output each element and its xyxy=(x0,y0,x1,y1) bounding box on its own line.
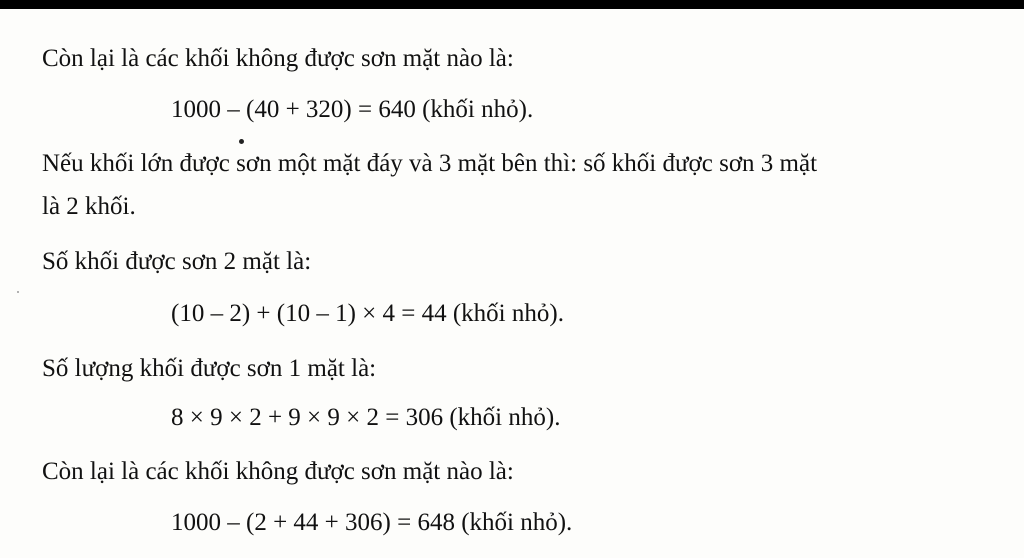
text-line-remaining-heading-1: Còn lại là các khối không được sơn mặt nào là: xyxy=(42,45,514,72)
ink-dot xyxy=(239,139,244,144)
text-line-painted-2-faces-heading: Số khối được sơn 2 mặt là: xyxy=(42,248,312,275)
document-page xyxy=(0,9,1024,558)
equation-1: 1000 – (40 + 320) = 640 (khối nhỏ). xyxy=(171,96,534,123)
ink-speck xyxy=(17,291,19,293)
text-line-painted-condition: Nếu khối lớn được sơn một mặt đáy và 3 mặt bên thì: số khối được sơn 3 mặt xyxy=(42,150,818,177)
text-line-painted-3-faces: là 2 khối. xyxy=(42,193,136,220)
text-line-remaining-heading-2: Còn lại là các khối không được sơn mặt nào là: xyxy=(42,458,514,485)
equation-3: 8 × 9 × 2 + 9 × 9 × 2 = 306 (khối nhỏ). xyxy=(171,404,561,431)
text-line-painted-1-face-heading: Số lượng khối được sơn 1 mặt là: xyxy=(42,355,377,382)
equation-2: (10 – 2) + (10 – 1) × 4 = 44 (khối nhỏ). xyxy=(171,300,564,327)
equation-4: 1000 – (2 + 44 + 306) = 648 (khối nhỏ). xyxy=(171,509,573,536)
